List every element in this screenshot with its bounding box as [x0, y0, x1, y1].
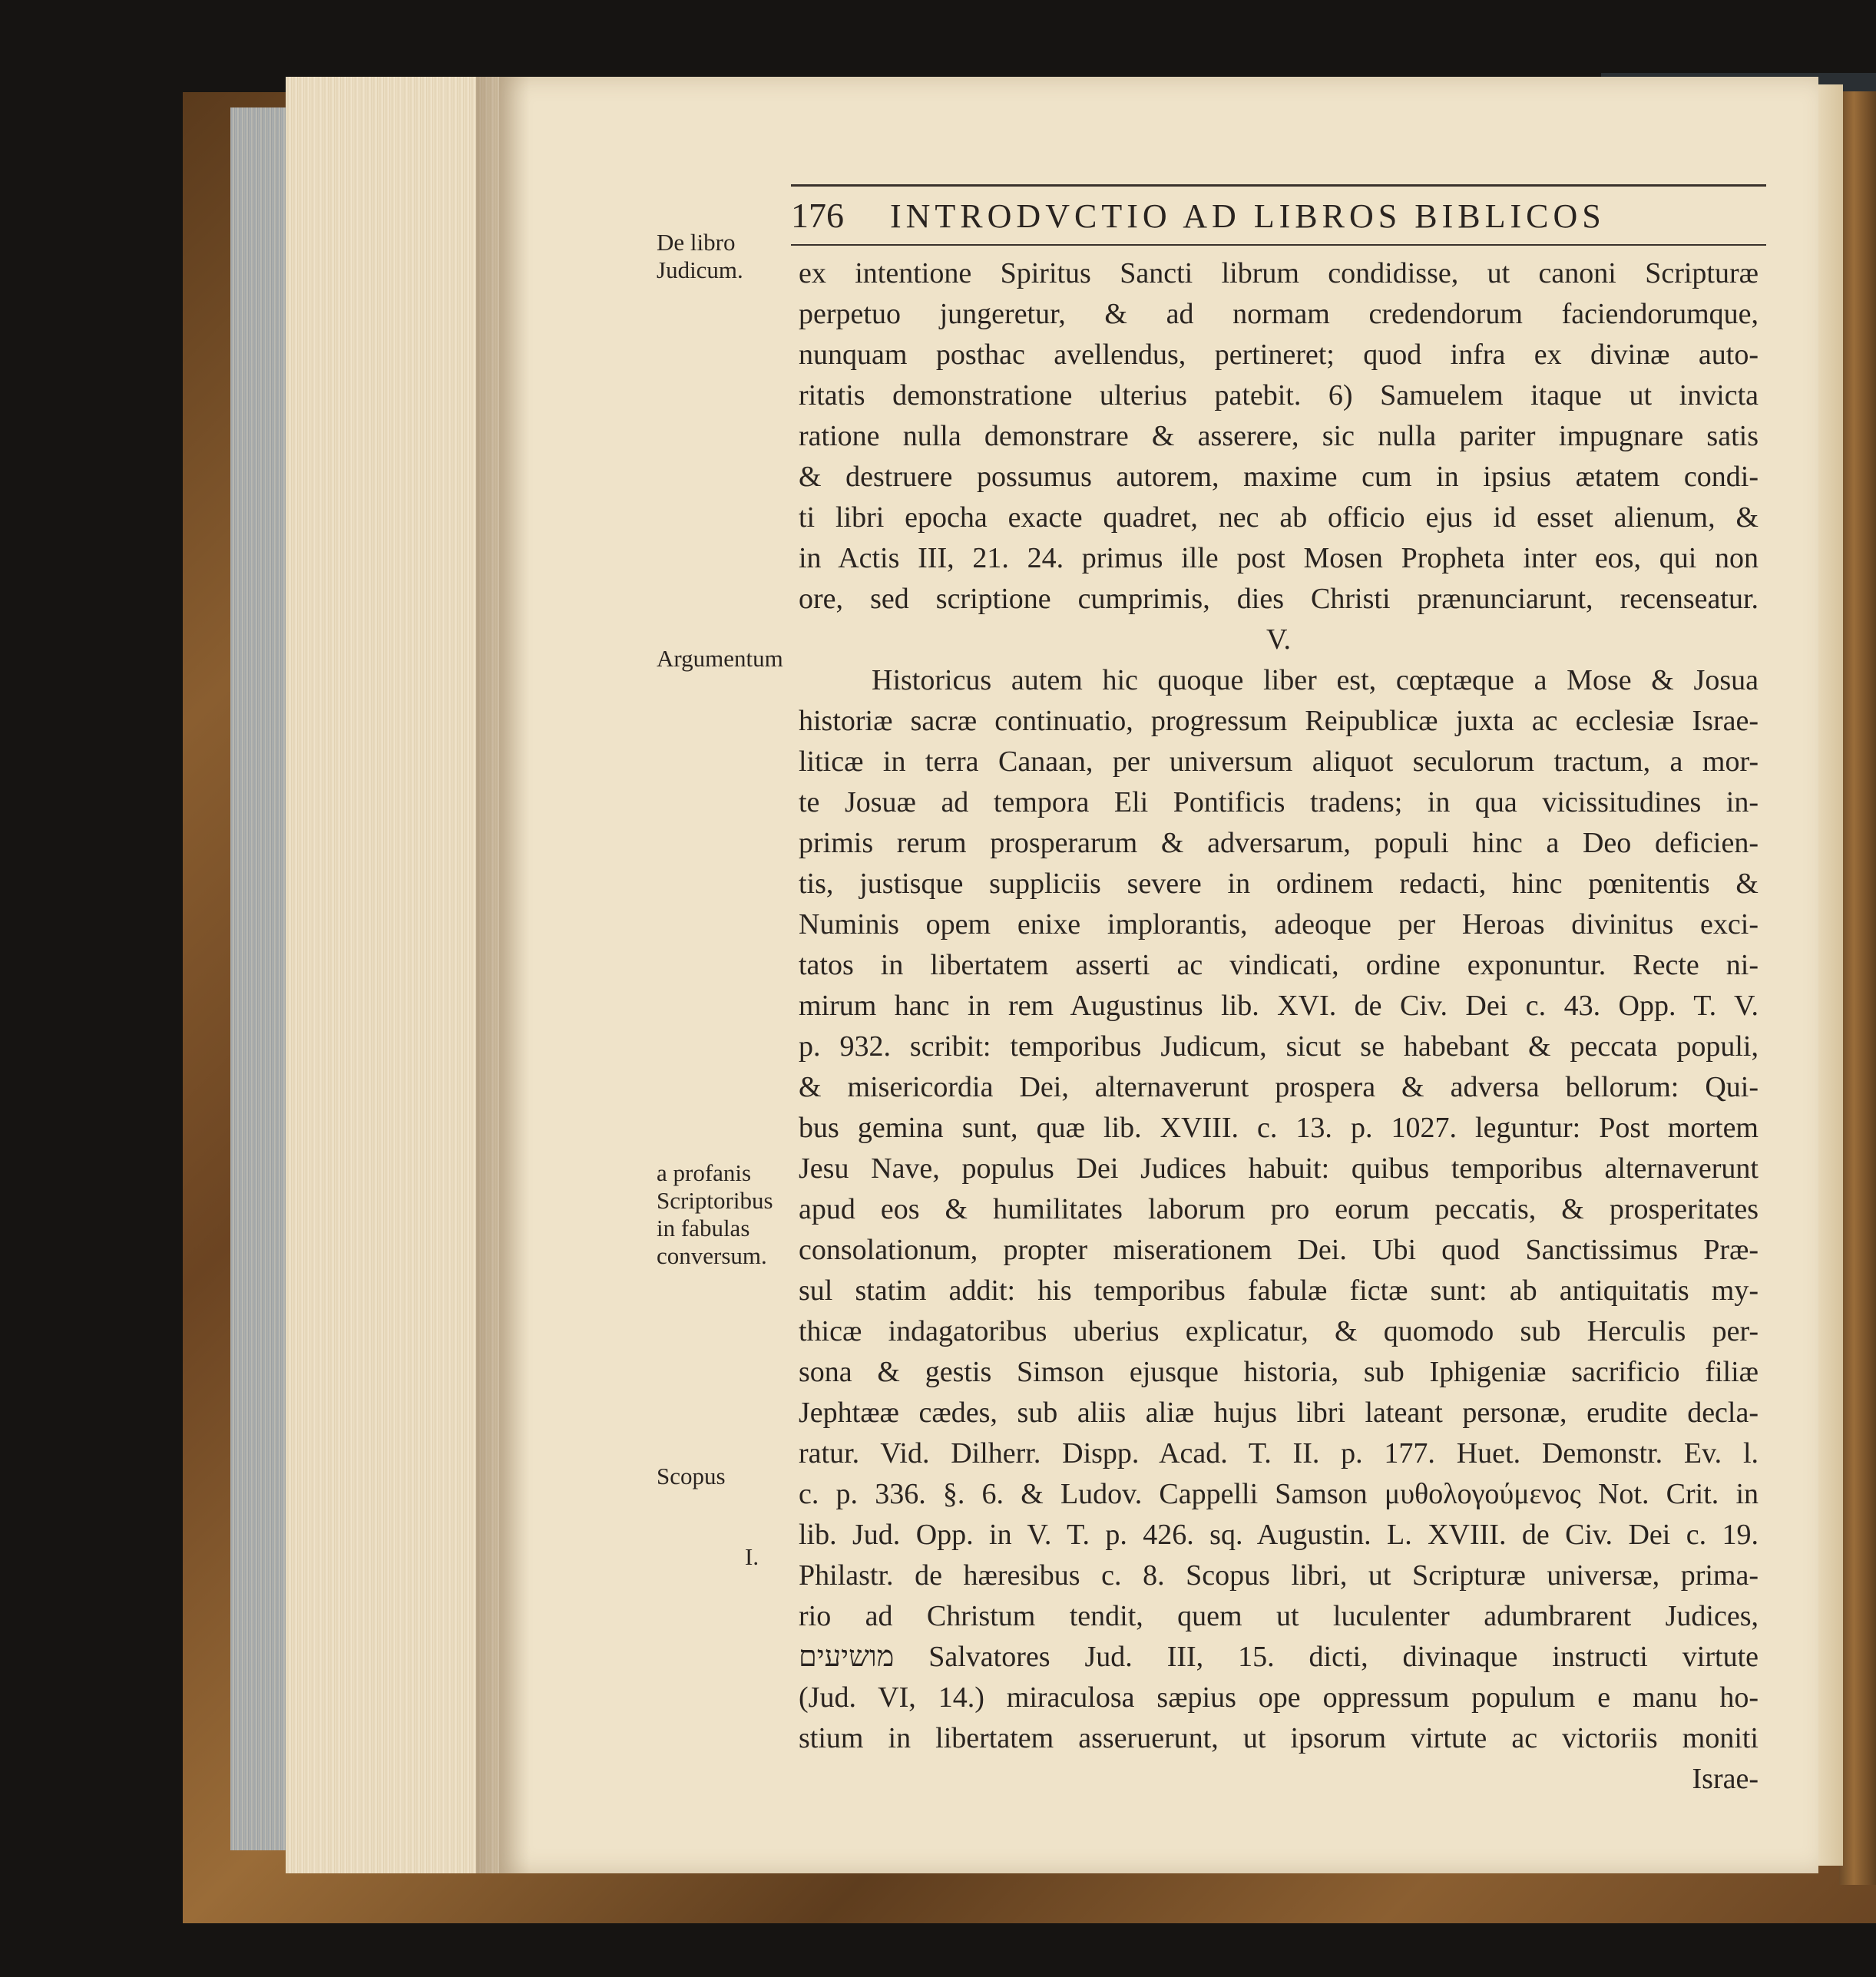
text-line: & misericordia Dei, alternaverunt prospera & adversa bellorum: Qui-	[799, 1071, 1759, 1103]
text-line: nunquam posthac avellendus, pertineret; quod infra ex divinæ auto-	[799, 339, 1759, 371]
text-line: tatos in libertatem asserti ac vindicati, ordine exponuntur. Recte ni-	[799, 949, 1759, 981]
page-gutter-shadow	[476, 77, 530, 1873]
text-line: perpetuo jungeretur, & ad normam credendorum faciendorumque,	[799, 298, 1759, 330]
book-cover-right-edge	[1839, 73, 1876, 1885]
margin-note-a-profanis: a profanis Scriptoribus in fabulas conversum.	[657, 1159, 773, 1269]
header-rule-bottom	[791, 244, 1766, 246]
running-head: INTRODVCTIO AD LIBROS BIBLICOS	[890, 197, 1606, 235]
text-line: historiæ sacræ continuatio, progressum Reipublicæ juxta ac ecclesiæ Israe-	[799, 705, 1759, 737]
text-line: apud eos & humilitates laborum pro eorum peccatis, & prosperitates	[799, 1193, 1759, 1225]
text-line: in Actis III, 21. 24. primus ille post Mosen Propheta inter eos, qui non	[799, 542, 1759, 574]
text-line: sul statim addit: his temporibus fabulæ fictæ sunt: ab antiquitatis my-	[799, 1274, 1759, 1307]
text-line: (Jud. VI, 14.) miraculosa sæpius ope oppressum populum e manu ho-	[799, 1681, 1759, 1714]
text-line: stium in libertatem asseruerunt, ut ipsorum virtute ac victoriis moniti	[799, 1722, 1759, 1754]
text-line: consolationum, propter miserationem Dei. Ubi quod Sanctissimus Præ-	[799, 1234, 1759, 1266]
text-line: מושיעים Salvatores Jud. III, 15. dicti, divinaque instructi virtute	[799, 1641, 1759, 1673]
text-line: lib. Jud. Opp. in V. T. p. 426. sq. Augustin. L. XVIII. de Civ. Dei c. 19.	[799, 1519, 1759, 1551]
section-number: V.	[1266, 623, 1292, 656]
text-line: & destruere possumus autorem, maxime cum in ipsius ætatem condi-	[799, 461, 1759, 493]
body-text	[799, 253, 1759, 1800]
text-line: ore, sed scriptione cumprimis, dies Christi prænunciarunt, recenseatur.	[799, 583, 1759, 615]
text-line: thicæ indagatoribus uberius explicatur, & quomodo sub Herculis per-	[799, 1315, 1759, 1347]
margin-note-scopus: Scopus	[657, 1463, 726, 1489]
page-fore-edge	[1818, 84, 1843, 1866]
page-number: 176	[791, 196, 844, 235]
text-line: ritatis demonstratione ulterius patebit. 6) Samuelem itaque ut invicta	[799, 379, 1759, 412]
text-line: rio ad Christum tendit, quem ut luculenter adumbrarent Judices,	[799, 1600, 1759, 1632]
text-line: Jesu Nave, populus Dei Judices habuit: quibus temporibus alternaverunt	[799, 1152, 1759, 1185]
text-line: primis rerum prosperarum & adversarum, populi hinc a Deo deficien-	[799, 827, 1759, 859]
text-line: ratur. Vid. Dilherr. Dispp. Acad. T. II. p. 177. Huet. Demonstr. Ev. l.	[799, 1437, 1759, 1470]
text-line: liticæ in terra Canaan, per universum aliquot seculorum tractum, a mor-	[799, 746, 1759, 778]
text-line: ratione nulla demonstrare & asserere, sic nulla pariter impugnare satis	[799, 420, 1759, 452]
header-rule-top	[791, 184, 1766, 187]
margin-note-numeral: I.	[745, 1543, 759, 1570]
page-stack-edges	[230, 107, 286, 1850]
text-line: Historicus autem hic quoque liber est, cœptæque a Mose & Josua	[872, 664, 1759, 696]
catchword: Israe-	[1692, 1763, 1759, 1795]
text-line: tis, justisque suppliciis severe in ordinem redacti, hinc pœnitentis &	[799, 868, 1759, 900]
text-line: mirum hanc in rem Augustinus lib. XVI. de Civ. Dei c. 43. Opp. T. V.	[799, 990, 1759, 1022]
text-line: c. p. 336. §. 6. & Ludov. Cappelli Samson μυθολογούμενος Not. Crit. in	[799, 1478, 1759, 1510]
text-line: Numinis opem enixe implorantis, adeoque per Heroas divinitus exci-	[799, 908, 1759, 941]
text-line: Philastr. de hæresibus c. 8. Scopus libri, ut Scripturæ universæ, prima-	[799, 1559, 1759, 1592]
margin-note-argumentum: Argumentum	[657, 645, 783, 672]
text-line: bus gemina sunt, quæ lib. XVIII. c. 13. p. 1027. leguntur: Post mortem	[799, 1112, 1759, 1144]
left-leaves	[286, 77, 501, 1873]
text-line: p. 932. scribit: temporibus Judicum, sicut se habebant & peccata populi,	[799, 1030, 1759, 1063]
text-line: ti libri epocha exacte quadret, nec ab officio ejus id esset alienum, &	[799, 501, 1759, 534]
margin-note-de-libro: De libro Judicum.	[657, 229, 743, 283]
text-line: ex intentione Spiritus Sancti librum condidisse, ut canoni Scripturæ	[799, 257, 1759, 289]
text-line: sona & gestis Simson ejusque historia, sub Iphigeniæ sacrificio filiæ	[799, 1356, 1759, 1388]
page-header	[791, 188, 1766, 236]
text-line: Jephtææ cædes, sub aliis aliæ hujus libri lateant personæ, erudite decla-	[799, 1397, 1759, 1429]
text-line: te Josuæ ad tempora Eli Pontificis tradens; in qua vicissitudines in-	[799, 786, 1759, 818]
